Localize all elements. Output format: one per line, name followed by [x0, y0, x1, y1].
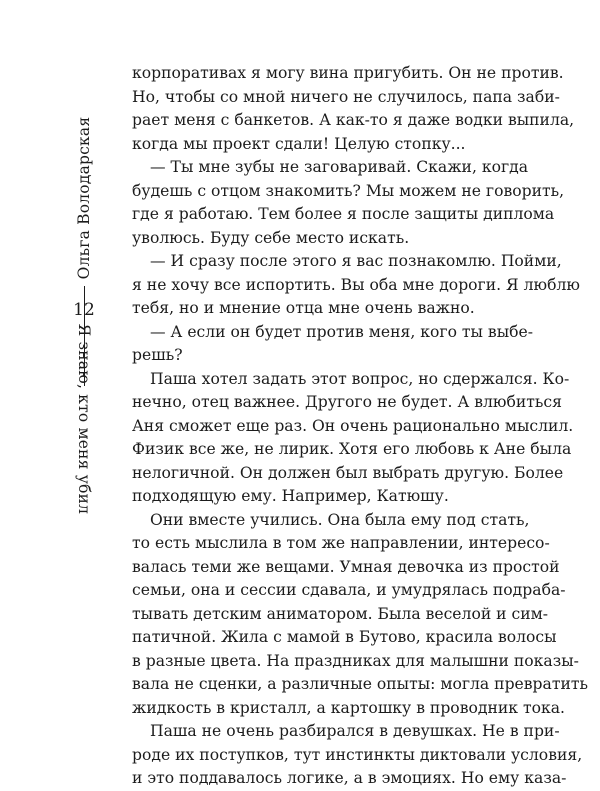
running-head-author — [72, 115, 96, 280]
text-line: нелогичной. Он должен был выбрать другую. Более — [132, 463, 564, 482]
text-line: Физик все же, не лирик. Хотя его любовь к Ане была — [132, 440, 572, 458]
text-line: тывать детским аниматором. Была веселой и сим- — [132, 604, 549, 623]
text-line: в разные цвета. На праздниках для малышни показы- — [132, 651, 579, 670]
text-line: рает меня с банкетов. А как-то я даже водки выпила, — [132, 111, 575, 129]
text-line: корпоративах я могу вина пригубить. Он не против. — [132, 64, 564, 82]
book-title: Я знаю, кто меня убил — [75, 323, 93, 515]
text-line: — Ты мне зубы не заговаривай. Скажи, когда — [150, 158, 529, 176]
text-line: Но, чтобы со мной ничего не случилось, папа заби- — [132, 87, 560, 106]
text-line: патичной. Жила с мамой в Бутово, красила волосы — [132, 628, 557, 646]
text-line: уволюсь. Буду себе место искать. — [132, 228, 410, 247]
text-line: Паша хотел задать этот вопрос, но сдержался. Ко- — [150, 369, 570, 388]
body-text — [132, 62, 588, 791]
text-line: семьи, она и сессии сдавала, и умудрялась подраба- — [132, 581, 566, 599]
text-line: роде их поступков, тут инстинкты диктовали условия, — [132, 745, 583, 764]
text-line: вала не сценки, а различные опыты: могла превратить — [132, 675, 588, 693]
text-line: нечно, отец важнее. Другого не будет. А влюбиться — [132, 393, 562, 411]
author-name: Ольга Володарская — [75, 116, 93, 279]
text-line: и это поддавалось логике, а в эмоциях. Но ему каза- — [132, 769, 567, 787]
text-line: Они вместе учились. Она была ему под стать, — [150, 510, 530, 529]
text-line: когда мы проект сдали! Целую стопку... — [132, 134, 466, 153]
text-line: будешь с отцом знакомить? Мы можем не говорить, — [132, 181, 565, 200]
text-line: валась теми же вещами. Умная девочка из простой — [132, 557, 560, 576]
text-line: я не хочу все испортить. Вы оба мне дороги. Я люблю — [132, 275, 580, 294]
text-line: Аня сможет еще раз. Он очень рационально мыслил. — [132, 416, 574, 435]
text-line: тебя, но и мнение отца мне очень важно. — [132, 299, 475, 317]
text-line: подходящую ему. Например, Катюшу. — [132, 487, 449, 505]
text-line: то есть мыслила в том же направлении, интересо- — [132, 534, 550, 552]
text-line: решь? — [132, 346, 183, 364]
running-head-book-title — [72, 323, 96, 515]
text-line: Паша не очень разбирался в девушках. Не в при- — [150, 722, 560, 740]
text-line: жидкость в кристалл, а картошку в проводник тока. — [132, 698, 565, 717]
text-line: — А если он будет против меня, кого ты выбе- — [150, 322, 533, 341]
text-line: — И сразу после этого я вас познакомлю. Пойми, — [150, 252, 562, 270]
page-number: 12 — [73, 300, 95, 320]
text-line: где я работаю. Тем более я после защиты диплома — [132, 205, 555, 223]
